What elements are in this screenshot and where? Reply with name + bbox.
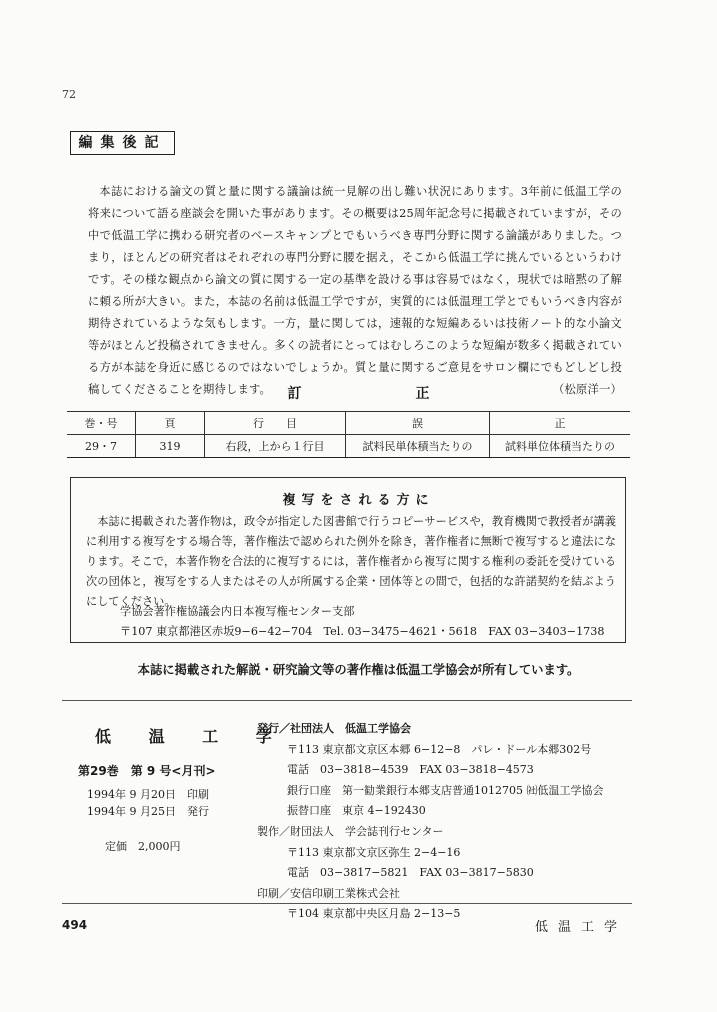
issue-number: 第29巻 第 9 号<月刊>: [78, 764, 216, 778]
errata-header-page: 頁: [136, 412, 205, 435]
copying-notice-text: 本誌に掲載された著作物は，政令が指定した図書館で行うコピーサービスや，教育機関で教授者が講義に利用する複写をする場合等，著作権法で認められた例外を除き，著作権者に無断で複写すると違法になります。そこで，本著作物を合法的に複写するには，著作権者から複写に関する権利の委託を受けている次の団体と，複写をする人またはその人が所属する企業・団体等との間で，包括的な許諾契約を結ぶようにしてください。: [86, 515, 616, 608]
producer-address: 〒113 東京都文京区弥生 2−4−16: [287, 845, 461, 859]
publisher-address: 〒113 東京都文京区本郷 6−12−8 パレ・ドール本郷302号: [287, 742, 592, 756]
copyright-notice: 本誌に掲載された解説・研究論文等の著作権は低温工学協会が所有しています。: [137, 663, 580, 677]
errata-header-wrong: 誤: [346, 412, 490, 435]
publisher-line: 発行／社団法人 低温工学協会: [257, 722, 411, 735]
table-row: [67, 435, 630, 458]
issue-dates: [87, 786, 209, 820]
footer-journal-name: 低温工学: [535, 920, 628, 935]
publish-date: 1994年 9 月25日 発行: [87, 805, 209, 818]
publisher-phone: 電話 03−3818−4539 FAX 03−3818−4573: [287, 763, 534, 777]
price: 定価 2,000円: [105, 840, 181, 853]
errata-title: 訂 正: [287, 386, 480, 402]
copying-notice-org: 学協会著作権協議会内日本複写権センター支部: [120, 605, 355, 618]
errata-header-correct: 正: [490, 412, 631, 435]
section-heading: 編集後記: [70, 131, 175, 155]
producer-phone: 電話 03−3817−5821 FAX 03−3817−5830: [287, 866, 534, 880]
journal-name: 低 温 工 学: [95, 727, 288, 746]
printer-address: 〒104 東京都中央区月島 2−13−5: [287, 907, 461, 921]
errata-cell-volume: 29・7: [67, 435, 136, 458]
divider: [62, 700, 632, 701]
editorial-text: [88, 181, 622, 401]
errata-cell-page: 319: [136, 435, 205, 458]
editorial-body: 本誌における論文の質と量に関する議論は統一見解の出し難い状況にあります。3年前に低温工学の将来について語る座談会を開いた事があります。その概要は25周年記念号に掲載されていますが，その中で低温工学に携わる研究者のベースキャンプとでもいうべき専門分野に関する論議がありました。つまり，ほとんどの研究者はそれぞれの専門分野に腰を据え，そこから低温工学に挑んでいるというわけです。その様な観点から論文の質に関する一定の基準を設ける事は容易ではなく，現状では暗黙の了解に頼る所が大きい。また，本誌の名前は低温工学ですが，実質的には低温理工学とでもいうべき内容が期待されているような気もします。一方，量に関しては，速報的な短編あるいは技術ノート的な小論文等がほとんど投稿されてきません。多くの読者にとってはむしろこのような短編が数多く掲載されている方が本誌を身近に感じるのではないでしょうか。質と量に関するご意見をサロン欄にでもどしどし投稿してくださることを期待します。: [88, 185, 622, 396]
page-number-top: 72: [62, 88, 76, 101]
print-date: 1994年 9 月20日 印刷: [87, 788, 209, 801]
editorial-signature: （松原洋一）: [553, 383, 622, 396]
errata-cell-line: 右段，上から１行目: [205, 435, 346, 458]
copying-notice-address: 〒107 東京都港区赤坂9−6−42−704 Tel. 03−3475−4621・5618 FAX 03−3403−1738: [120, 625, 605, 638]
errata-header-line: 行 目: [205, 412, 346, 435]
producer-line: 製作／財団法人 学会誌刊行センター: [257, 824, 444, 838]
publisher-bank: 銀行口座 第一勧業銀行本郷支店普通1012705 ㈳低温工学協会: [287, 783, 604, 797]
errata-header-row: [67, 412, 630, 435]
errata-cell-wrong: 試料民単体積当たりの: [346, 435, 490, 458]
footer-divider: [62, 903, 632, 904]
footer-page-number: 494: [62, 918, 88, 932]
copying-notice-body: [86, 512, 616, 612]
errata-table: [67, 411, 630, 458]
colophon-details: [257, 719, 604, 925]
errata-cell-correct: 試料単位体積当たりの: [490, 435, 631, 458]
copying-notice-title: 複写をされる方に: [282, 493, 435, 508]
errata-header-volume: 巻・号: [67, 412, 136, 435]
publisher-transfer: 振替口座 東京 4−192430: [287, 804, 426, 818]
copying-notice-contact: [120, 602, 605, 642]
printer-line: 印刷／安信印刷工業株式会社: [257, 886, 400, 900]
